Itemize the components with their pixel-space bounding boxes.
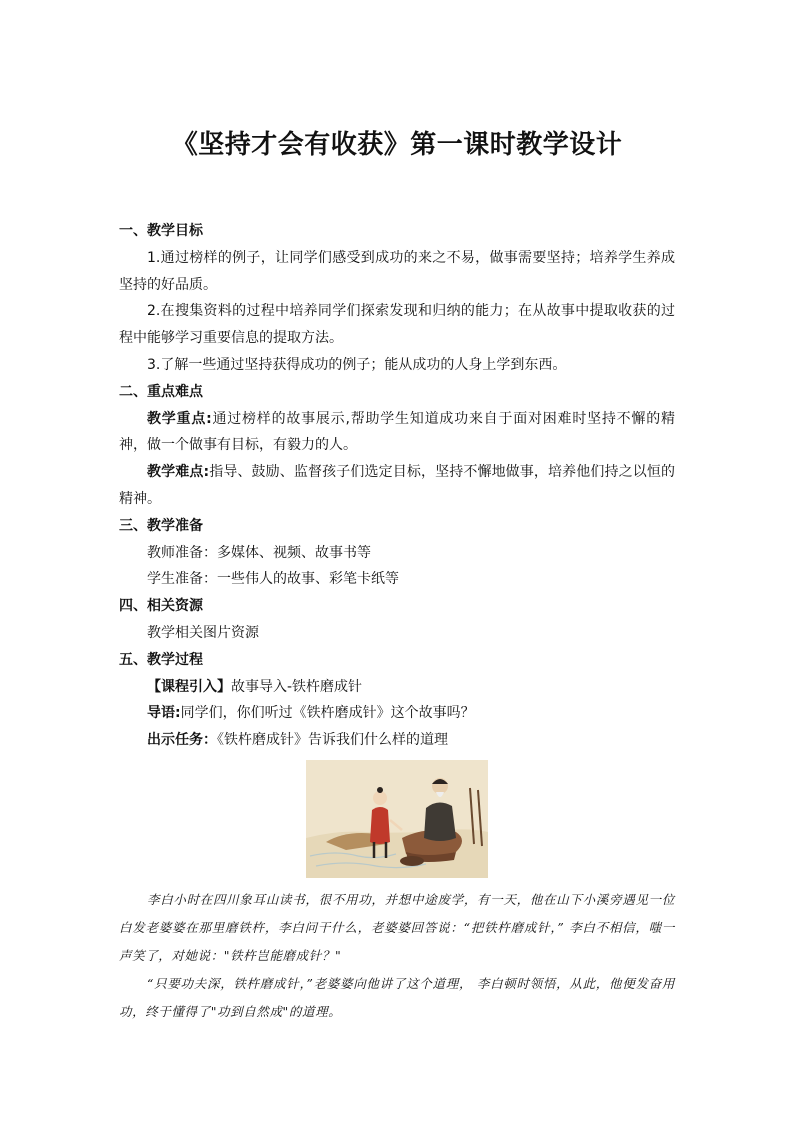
difficulty-label: 教学难点: bbox=[147, 464, 210, 481]
story-illustration-image bbox=[306, 760, 488, 878]
section-heading-goals: 一、教学目标 bbox=[119, 223, 203, 239]
guide-text: 同学们，你们听过《铁杵磨成针》这个故事吗？ bbox=[180, 705, 475, 722]
course-intro-text: 故事导入-铁杵磨成针 bbox=[231, 678, 363, 695]
course-intro-label: 【课程引入】 bbox=[147, 678, 231, 695]
task-line bbox=[119, 727, 675, 754]
focus-label: 教学重点: bbox=[147, 410, 212, 427]
guide-label: 导语: bbox=[147, 705, 181, 722]
guide-line bbox=[119, 700, 675, 727]
document-title: 《坚持才会有收获》第一课时教学设计 bbox=[171, 130, 623, 160]
key-point-difficulty bbox=[119, 459, 675, 513]
story-paragraph-1: 李白小时在四川象耳山读书，很不用功，并想中途废学，有一天，他在山下小溪旁遇见一位白发老婆婆在那里磨铁杵，李白问干什么，老婆婆回答说：“把铁杵磨成针，” 李白不相信，嗤一声笑了，对她说："铁杵岂能磨成针？" bbox=[119, 891, 675, 963]
focus-text: 通过榜样的故事展示,帮助学生知道成功来自于面对困难时坚持不懈的精神，做一个做事有目标，有毅力的人。 bbox=[119, 410, 675, 454]
teacher-preparation: 教师准备：多媒体、视频、故事书等 bbox=[147, 544, 371, 561]
task-label: 出示任务： bbox=[147, 732, 217, 749]
story-paragraph-2: “只要功夫深，铁杵磨成针，”老婆婆向他讲了这个道理， 李白顿时领悟，从此，他便发奋用功，终于懂得了"功到自然成"的道理。 bbox=[119, 975, 675, 1019]
goal-item-1: 1.通过榜样的例子，让同学们感受到成功的来之不易，做事需要坚持；培养学生养成坚持的好品质。 bbox=[119, 249, 675, 293]
difficulty-text: 指导、鼓励、监督孩子们选定目标，坚持不懈地做事，培养他们持之以恒的精神。 bbox=[119, 464, 675, 507]
course-intro bbox=[119, 674, 675, 701]
resources-text: 教学相关图片资源 bbox=[147, 624, 259, 641]
section-heading-resources: 四、相关资源 bbox=[119, 598, 203, 615]
section-heading-preparation: 三、教学准备 bbox=[119, 517, 203, 534]
document-body bbox=[119, 218, 675, 1026]
student-preparation: 学生准备：一些伟人的故事、彩笔卡纸等 bbox=[147, 571, 399, 588]
section-heading-process: 五、教学过程 bbox=[119, 651, 203, 668]
goal-item-3: 3.了解一些通过坚持获得成功的例子；能从成功的人身上学到东西。 bbox=[147, 356, 567, 373]
section-heading-key-points: 二、重点难点 bbox=[119, 383, 203, 400]
task-text: 《铁杵磨成针》告诉我们什么样的道理 bbox=[217, 732, 448, 749]
key-point-focus bbox=[119, 406, 675, 460]
goal-item-2: 2.在搜集资料的过程中培养同学们探索发现和归纳的能力；在从故事中提取收获的过程中能够学习重要信息的提取方法。 bbox=[119, 303, 675, 347]
story-illustration bbox=[306, 760, 488, 878]
